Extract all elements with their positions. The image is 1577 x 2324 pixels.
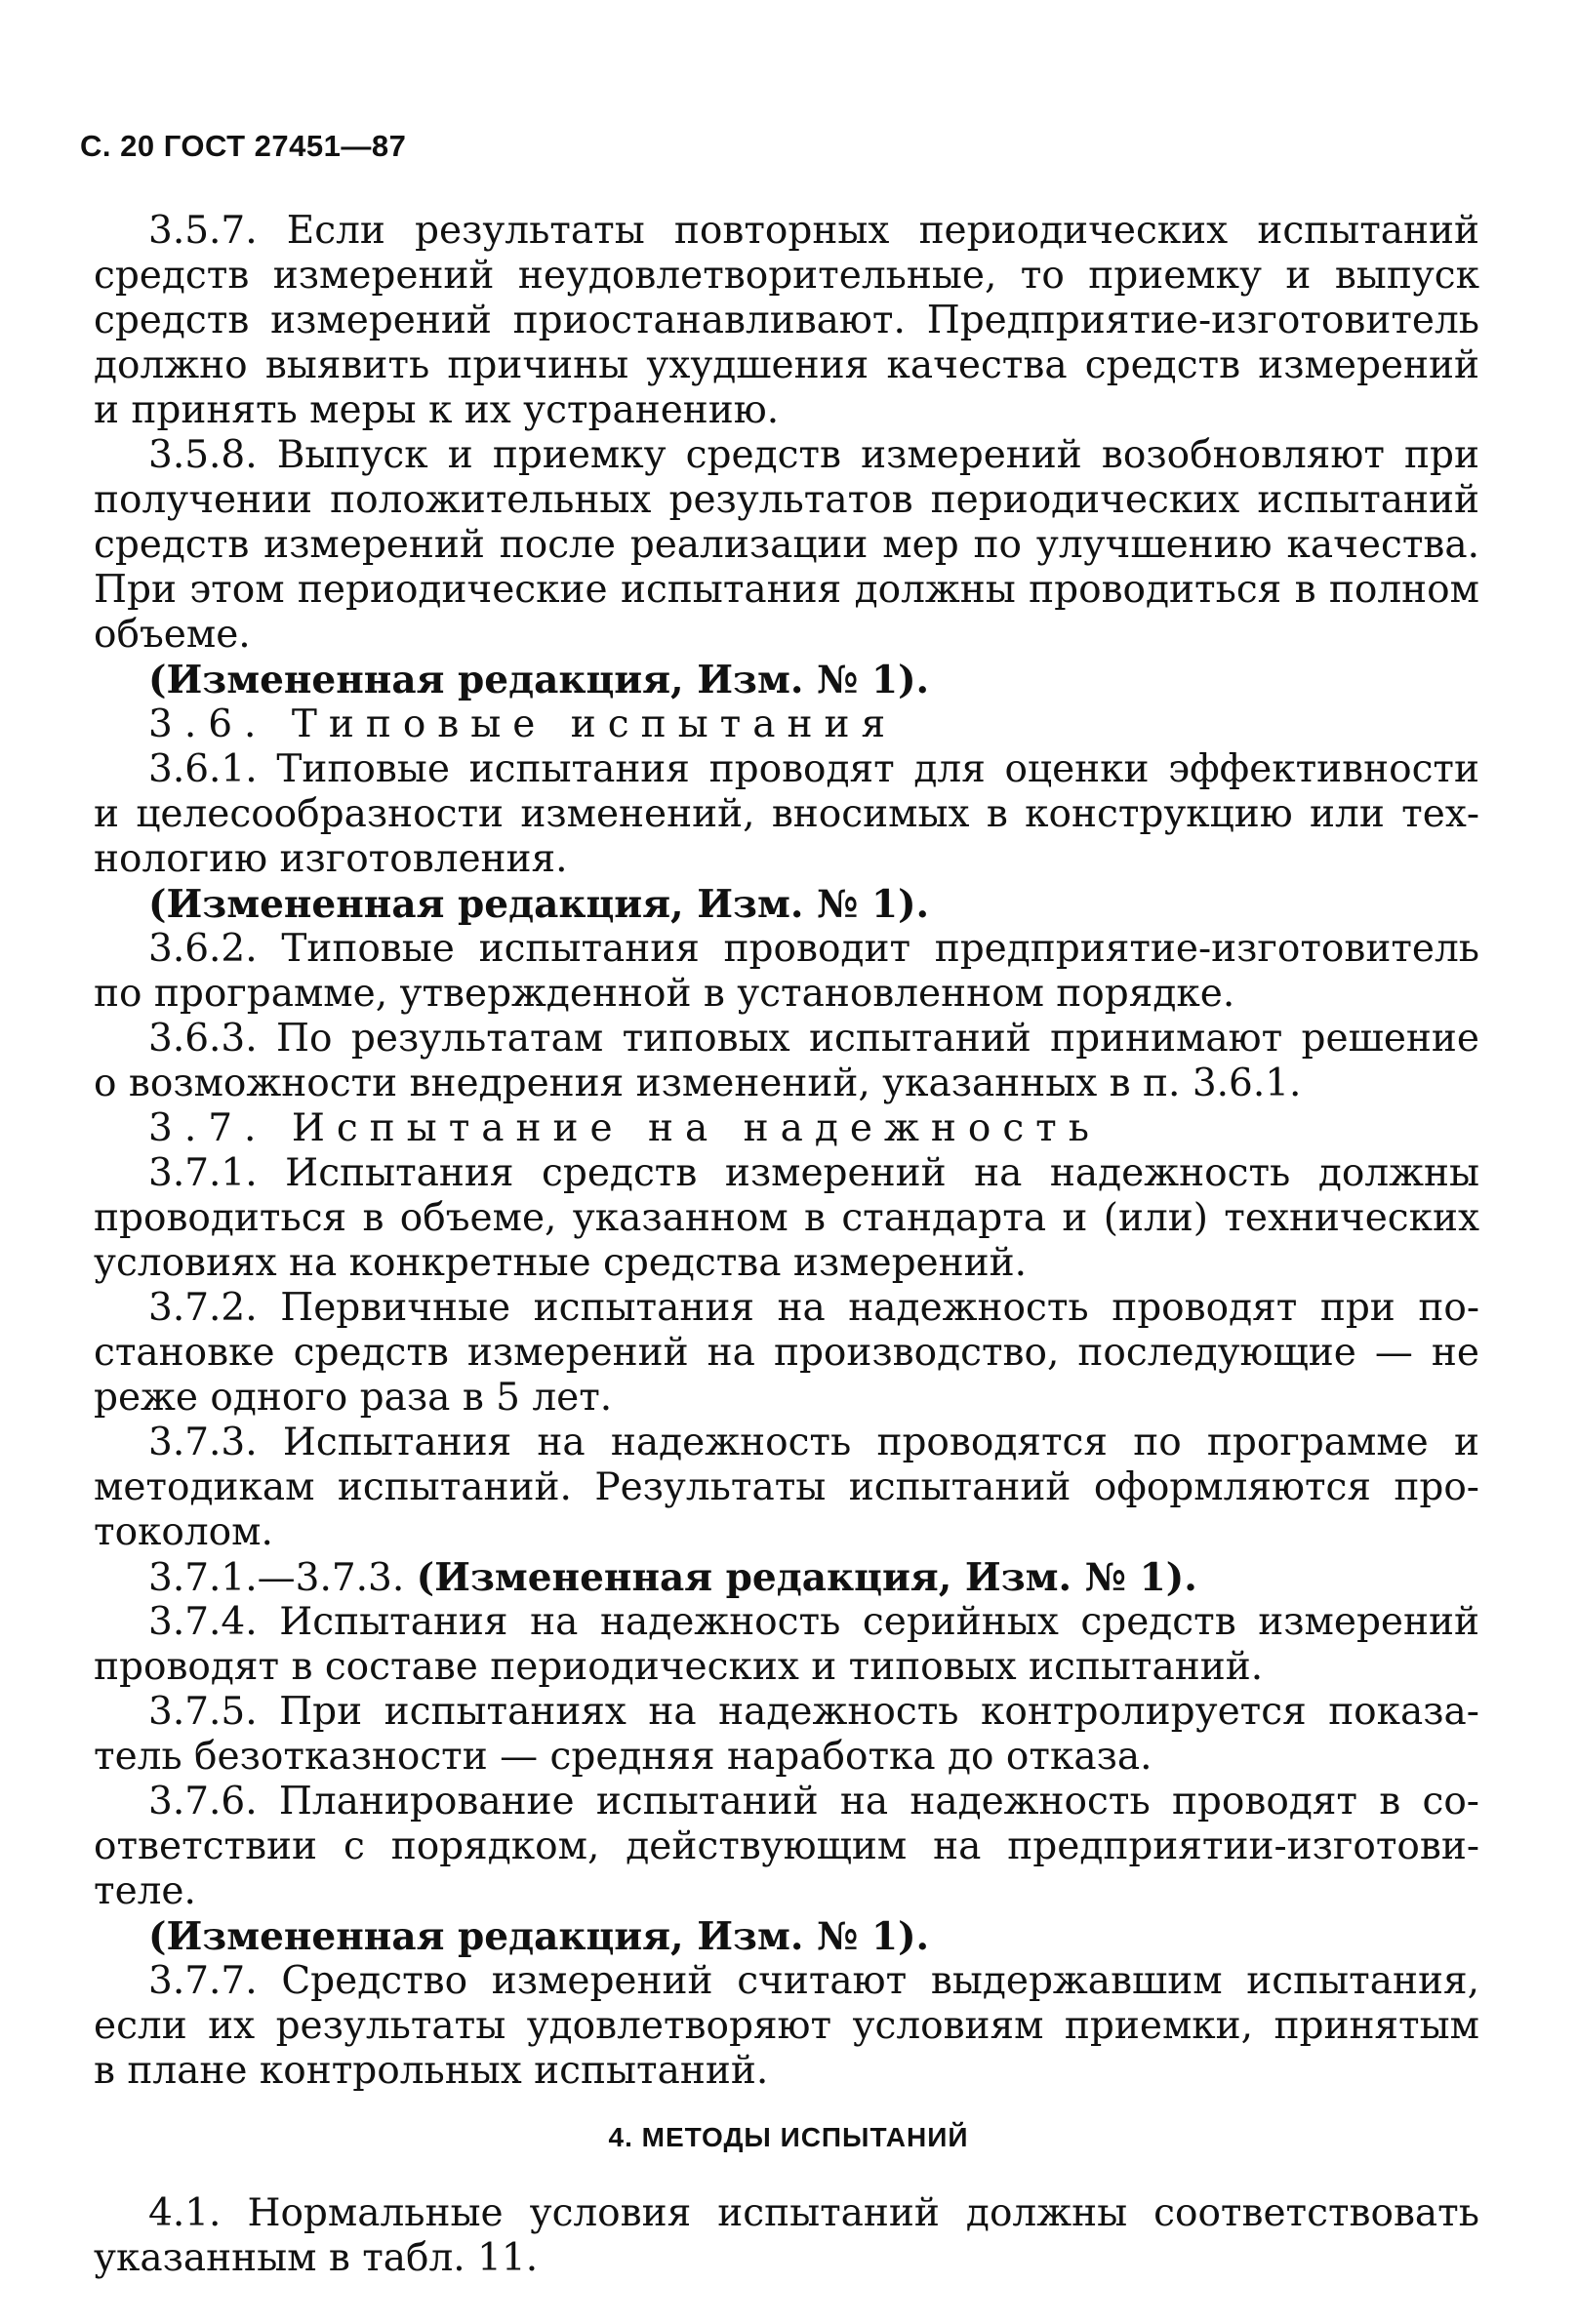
- text-line: ответствии с порядком, действующим на предприятии-изготови-: [94, 1824, 1479, 1868]
- text-line: проводиться в объеме, указанном в стандарта и (или) технических: [94, 1196, 1479, 1240]
- text-line: токолом.: [94, 1510, 273, 1554]
- text-line: 3.6.1. Типовые испытания проводят для оценки эффективности: [148, 747, 1479, 791]
- page-header: С. 20 ГОСТ 27451—87: [80, 129, 407, 163]
- text-line: 4.1. Нормальные условия испытаний должны соответствовать: [148, 2191, 1479, 2235]
- text-line: 3.7.3. Испытания на надежность проводятся по программе и: [148, 1421, 1479, 1464]
- section-heading: 4. МЕТОДЫ ИСПЫТАНИЙ: [608, 2122, 969, 2152]
- text-line: 3.7.6. Планирование испытаний на надежность проводят в со-: [148, 1780, 1479, 1823]
- text-line: и принять меры к их устранению.: [94, 388, 780, 432]
- text-line: 3.7.1. Испытания средств измерений на надежность должны: [148, 1151, 1479, 1195]
- text-line: реже одного раза в 5 лет.: [94, 1376, 613, 1420]
- text-line: 3.7.7. Средство измерений считают выдержавшим испытания,: [148, 1959, 1479, 2003]
- text-line: в плане контрольных испытаний.: [94, 2049, 769, 2093]
- text-line: При этом периодические испытания должны проводиться в полном: [94, 568, 1479, 612]
- section-title: 3.7. Испытание на надежность: [148, 1106, 1101, 1150]
- amendment-note: (Измененная редакция, Изм. № 1).: [148, 658, 930, 702]
- text-line: средств измерений приостанавливают. Предприятие-изготовитель: [94, 299, 1479, 342]
- text-line: и целесообразности изменений, вносимых в конструкцию или тех-: [94, 792, 1479, 836]
- text-line: теле.: [94, 1869, 196, 1913]
- text-line: методикам испытаний. Результаты испытаний оформляются про-: [94, 1465, 1479, 1509]
- text-line: 3.7.4. Испытания на надежность серийных средств измерений: [148, 1600, 1479, 1644]
- text-line: о возможности внедрения изменений, указанных в п. 3.6.1.: [94, 1062, 1302, 1105]
- text-line: 3.7.5. При испытаниях на надежность контролируется показа-: [148, 1690, 1479, 1734]
- clause-range: 3.7.1.—3.7.3.: [148, 1556, 405, 1600]
- text-line: должно выявить причины ухудшения качества средств измерений: [94, 343, 1479, 387]
- text-line: тель безотказности — средняя наработка до отказа.: [94, 1735, 1152, 1779]
- text-line: становке средств измерений на производство, последующие — не: [94, 1331, 1479, 1375]
- amendment-note: (Измененная редакция, Изм. № 1).: [148, 1914, 930, 1959]
- text-line: условиях на конкретные средства измерений.: [94, 1241, 1028, 1285]
- text-line: по программе, утвержденной в установленном порядке.: [94, 972, 1235, 1016]
- text-line: указанным в табл. 11.: [94, 2236, 539, 2280]
- text-line: объеме.: [94, 613, 251, 657]
- text-line: 3.7.2. Первичные испытания на надежность проводят при по-: [148, 1286, 1479, 1330]
- text-line: проводят в составе периодических и типовых испытаний.: [94, 1645, 1264, 1689]
- text-line: [148, 1555, 1479, 1600]
- text-line: если их результаты удовлетворяют условиям приемки, принятым: [94, 2004, 1479, 2048]
- section-title: 3.6. Типовые испытания: [148, 702, 898, 746]
- text-line: 3.5.7. Если результаты повторных периодических испытаний: [148, 209, 1479, 253]
- text-line: 3.6.3. По результатам типовых испытаний принимают решение: [148, 1017, 1479, 1061]
- text-line: получении положительных результатов периодических испытаний: [94, 478, 1479, 522]
- amendment-note: (Измененная редакция, Изм. № 1).: [416, 1555, 1197, 1600]
- text-line: нологию изготовления.: [94, 837, 568, 881]
- text-line: 3.6.2. Типовые испытания проводит предприятие-изготовитель: [148, 927, 1479, 971]
- text-line: средств измерений после реализации мер по улучшению качества.: [94, 523, 1479, 567]
- text-line: средств измерений неудовлетворительные, то приемку и выпуск: [94, 254, 1479, 298]
- amendment-note: (Измененная редакция, Изм. № 1).: [148, 882, 930, 927]
- text-line: 3.5.8. Выпуск и приемку средств измерений возобновляют при: [148, 433, 1479, 477]
